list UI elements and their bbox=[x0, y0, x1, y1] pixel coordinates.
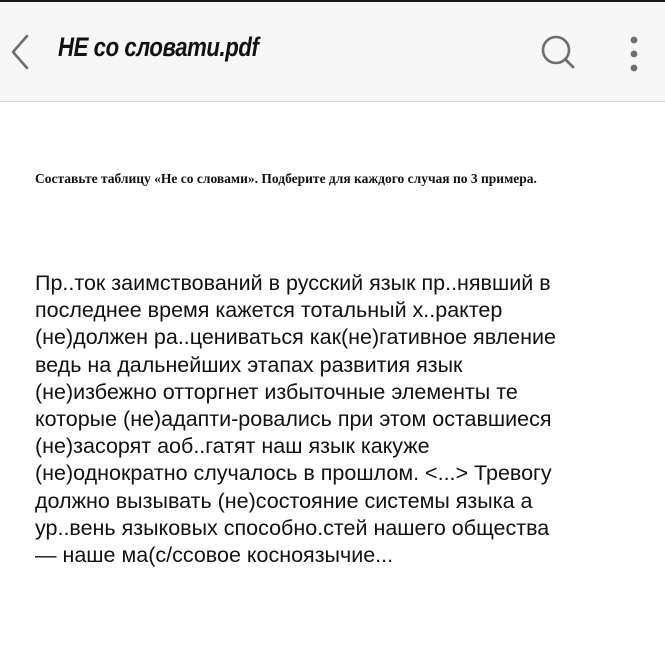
app-bar bbox=[0, 2, 665, 102]
exercise-text: Пр..ток заимствований в русский язык пр..нявший в последнее время кажется тотальный х..рактер (не)должен ра..цениваться как(не)гативное явление ведь на дальнейших этапах развития язык (не)избежно отторгнет избыточные элементы те которые (не)адапти-ровались при этом оставшиеся (не)засорят аоб..гатят наш язык какуже (не)однократно случалось в прошлом. <...> Тревогу должно вызывать (не)состояние системы языка а ур..вень языковых способно.стей нашего общества — наше ма(с/ссовое косноязычие... bbox=[35, 271, 556, 568]
chevron-left-icon bbox=[8, 32, 32, 72]
pdf-page bbox=[0, 102, 665, 662]
search-icon bbox=[538, 32, 578, 72]
task-instruction: Составьте таблицу «Не со словами». Подберите для каждого случая по 3 примера. bbox=[35, 171, 537, 186]
more-options-button[interactable] bbox=[616, 30, 652, 78]
document-title: НЕ со словати.pdf bbox=[58, 32, 259, 62]
more-vertical-icon bbox=[629, 34, 639, 74]
back-button[interactable] bbox=[0, 24, 40, 80]
search-button[interactable] bbox=[536, 30, 580, 74]
